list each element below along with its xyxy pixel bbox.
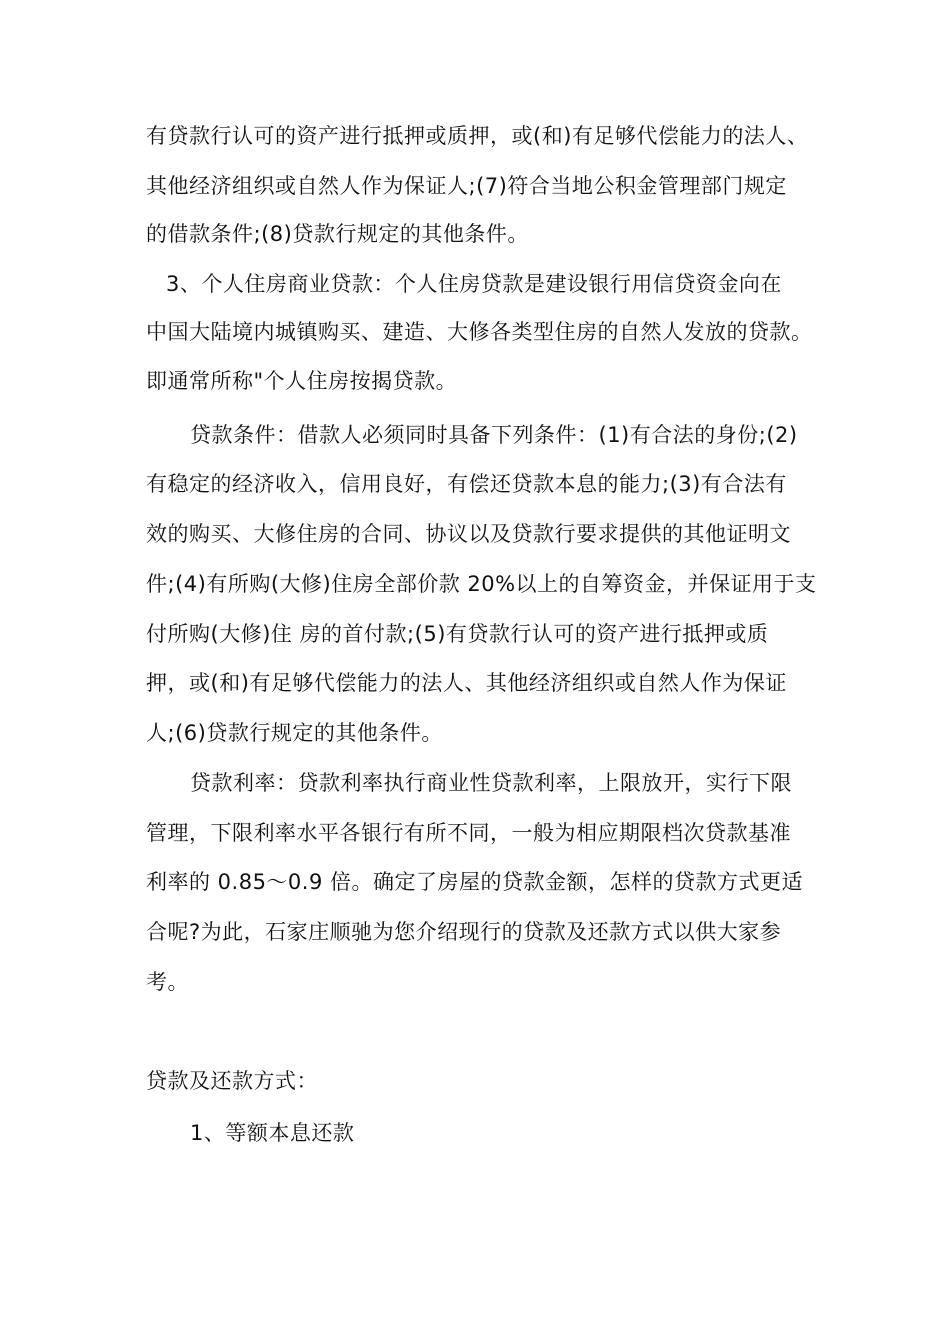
- section-heading: 贷款及还款方式：: [146, 1069, 318, 1093]
- subsection-heading: 1、等额本息还款: [190, 1121, 355, 1145]
- paragraph-start-line: 贷款条件：借款人必须同时具备下列条件：(1)有合法的身份;(2): [190, 423, 798, 447]
- text-line: 的借款条件;(8)贷款行规定的其他条件。: [146, 222, 529, 246]
- text-line: 合呢?为此，石家庄顺驰为您介绍现行的贷款及还款方式以供大家参: [146, 920, 782, 944]
- text-line: 效的购买、大修住房的合同、协议以及贷款行要求提供的其他证明文: [146, 522, 791, 546]
- text-line: 有贷款行认可的资产进行抵押或质押，或(和)有足够代偿能力的法人、: [146, 124, 809, 148]
- text-line: 考。: [146, 970, 189, 994]
- text-line: 其他经济组织或自然人作为保证人;(7)符合当地公积金管理部门规定: [146, 174, 787, 198]
- paragraph-start-line: 贷款利率：贷款利率执行商业性贷款利率，上限放开，实行下限: [190, 771, 792, 795]
- text-line: 管理，下限利率水平各银行有所不同，一般为相应期限档次贷款基准: [146, 821, 791, 845]
- text-line: 中国大陆境内城镇购买、建造、大修各类型住房的自然人发放的贷款。: [146, 320, 813, 344]
- text-line: 件;(4)有所购(大修)住房全部价款 20%以上的自筹资金，并保证用于支: [146, 572, 817, 596]
- text-line: 押，或(和)有足够代偿能力的法人、其他经济组织或自然人作为保证: [146, 671, 787, 695]
- text-line: 利率的 0.85～0.9 倍。确定了房屋的贷款金额，怎样的贷款方式更适: [146, 870, 804, 894]
- text-line: 即通常所称"个人住房按揭贷款。: [146, 369, 458, 393]
- text-line: 有稳定的经济收入，信用良好，有偿还贷款本息的能力;(3)有合法有: [146, 472, 787, 496]
- section-heading-line: 3、个人住房商业贷款：个人住房贷款是建设银行用信贷资金向在: [166, 272, 782, 296]
- text-line: 人;(6)贷款行规定的其他条件。: [146, 721, 443, 745]
- text-line: 付所购(大修)住 房的首付款;(5)有贷款行认可的资产进行抵押或质: [146, 622, 769, 646]
